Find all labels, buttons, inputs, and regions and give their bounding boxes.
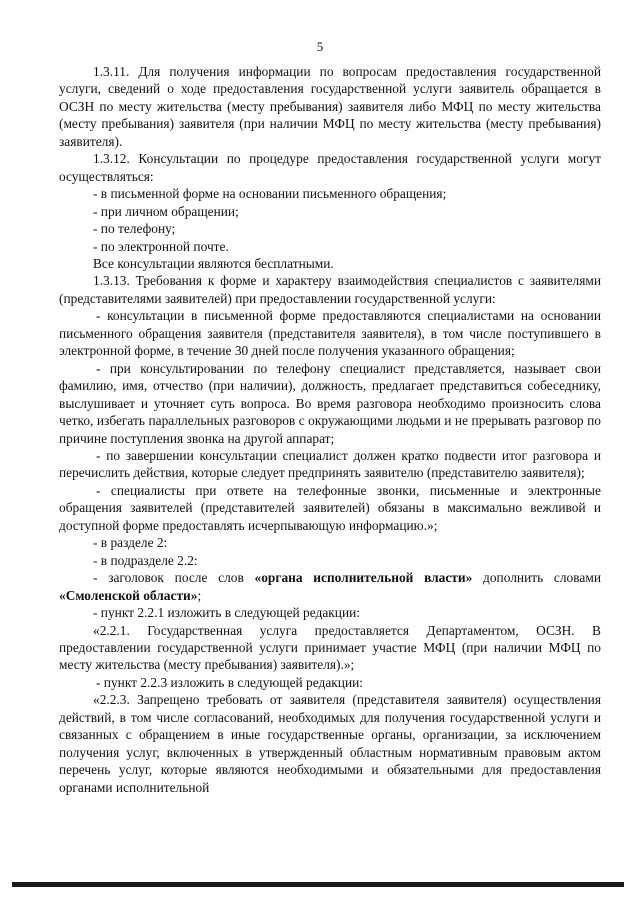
list-item: - в письменной форме на основании письменного обращения; bbox=[93, 186, 447, 202]
bold-phrase-region: «Смоленской области» bbox=[59, 587, 198, 603]
heading-amendment-text: - заголовок после слов bbox=[93, 570, 255, 586]
point-2-2-1-amendment: - пункт 2.2.1 изложить в следующей редакции: bbox=[93, 605, 361, 621]
point-2-2-3-amendment: - пункт 2.2.3 изложить в следующей редакции: bbox=[96, 674, 364, 690]
heading-amendment bbox=[59, 569, 601, 604]
list-item: - по телефону; bbox=[93, 221, 176, 237]
scan-edge-bar bbox=[12, 882, 624, 887]
free-consultations-note: Все консультации являются бесплатными. bbox=[93, 255, 334, 271]
paragraph-1-3-11: 1.3.11. Для получения информации по вопросам предоставления государственной услуги, сведений о ходе предоставления государственной услуги заявитель обращается в ОСЗН по месту жительства (месту пребывания) заявителя либо МФЦ по месту жительства (месту пребывания) заявителя (при наличии МФЦ по месту жительства (месту пребывания) заявителя). bbox=[59, 64, 601, 149]
page-number: 5 bbox=[316, 39, 324, 54]
heading-amendment-text: дополнить словами bbox=[472, 570, 601, 586]
list-item: - при личном обращении; bbox=[93, 203, 239, 219]
bold-phrase-authority: «органа исполнительной власти» bbox=[254, 570, 473, 586]
section-2-amendment: - в разделе 2: bbox=[93, 535, 168, 551]
heading-amendment-text: ; bbox=[197, 587, 202, 603]
list-item: - по завершении консультации специалист должен кратко подвести итог разговора и перечислить действия, которые следует предпринять заявителю (представителю заявителя); bbox=[59, 447, 601, 481]
list-item: - при консультировании по телефону специалист представляется, называет свои фамилию, имя, отчество (при наличии), должность, предлагает представиться собеседнику, выслушивает и уточняет суть вопроса. Во время разговора необходимо произносить слова четко, избегать параллельных разговоров с окружающими людьми и не прерывать разговор по причине поступления звонка на другой аппарат; bbox=[59, 360, 601, 446]
list-item: - по электронной почте. bbox=[93, 238, 229, 254]
document-body bbox=[59, 63, 601, 796]
point-2-2-1-text: «2.2.1. Государственная услуга предоставляется Департаментом, ОСЗН. В предоставлении государственной услуги принимает участие МФЦ (при наличии МФЦ по месту жительства (месту пребывания) заявителя).»; bbox=[59, 622, 601, 673]
subsection-2-2-amendment: - в подразделе 2.2: bbox=[93, 552, 198, 568]
paragraph-1-3-13: 1.3.13. Требования к форме и характеру взаимодействия специалистов с заявителями (представителями заявителей) при предоставлении государственной услуги: bbox=[59, 273, 601, 306]
list-item: - специалисты при ответе на телефонные звонки, письменные и электронные обращения заявителей (представителей заявителей) обязаны в максимально вежливой и доступной форме предоставлять исчерпывающую информацию.»; bbox=[59, 482, 601, 533]
point-2-2-3-text: «2.2.3. Запрещено требовать от заявителя (представителя заявителя) осуществления действий, в том числе согласований, необходимых для получения государственной услуги и связанных с обращением в иные государственные органы, организации, за исключением получения услуг, включенных в утвержденный областным нормативным правовым актом перечень услуг, которые являются необходимыми и обязательными для предоставления органами исполнительной bbox=[59, 692, 601, 795]
list-item: - консультации в письменной форме предоставляются специалистами на основании письменного обращения заявителя (представителя заявителя), в том числе поступившего в электронной форме, в течение 30 дней после получения указанного обращения; bbox=[59, 308, 601, 359]
paragraph-1-3-12: 1.3.12. Консультации по процедуре предоставления государственной услуги могут осуществляться: bbox=[59, 151, 601, 184]
